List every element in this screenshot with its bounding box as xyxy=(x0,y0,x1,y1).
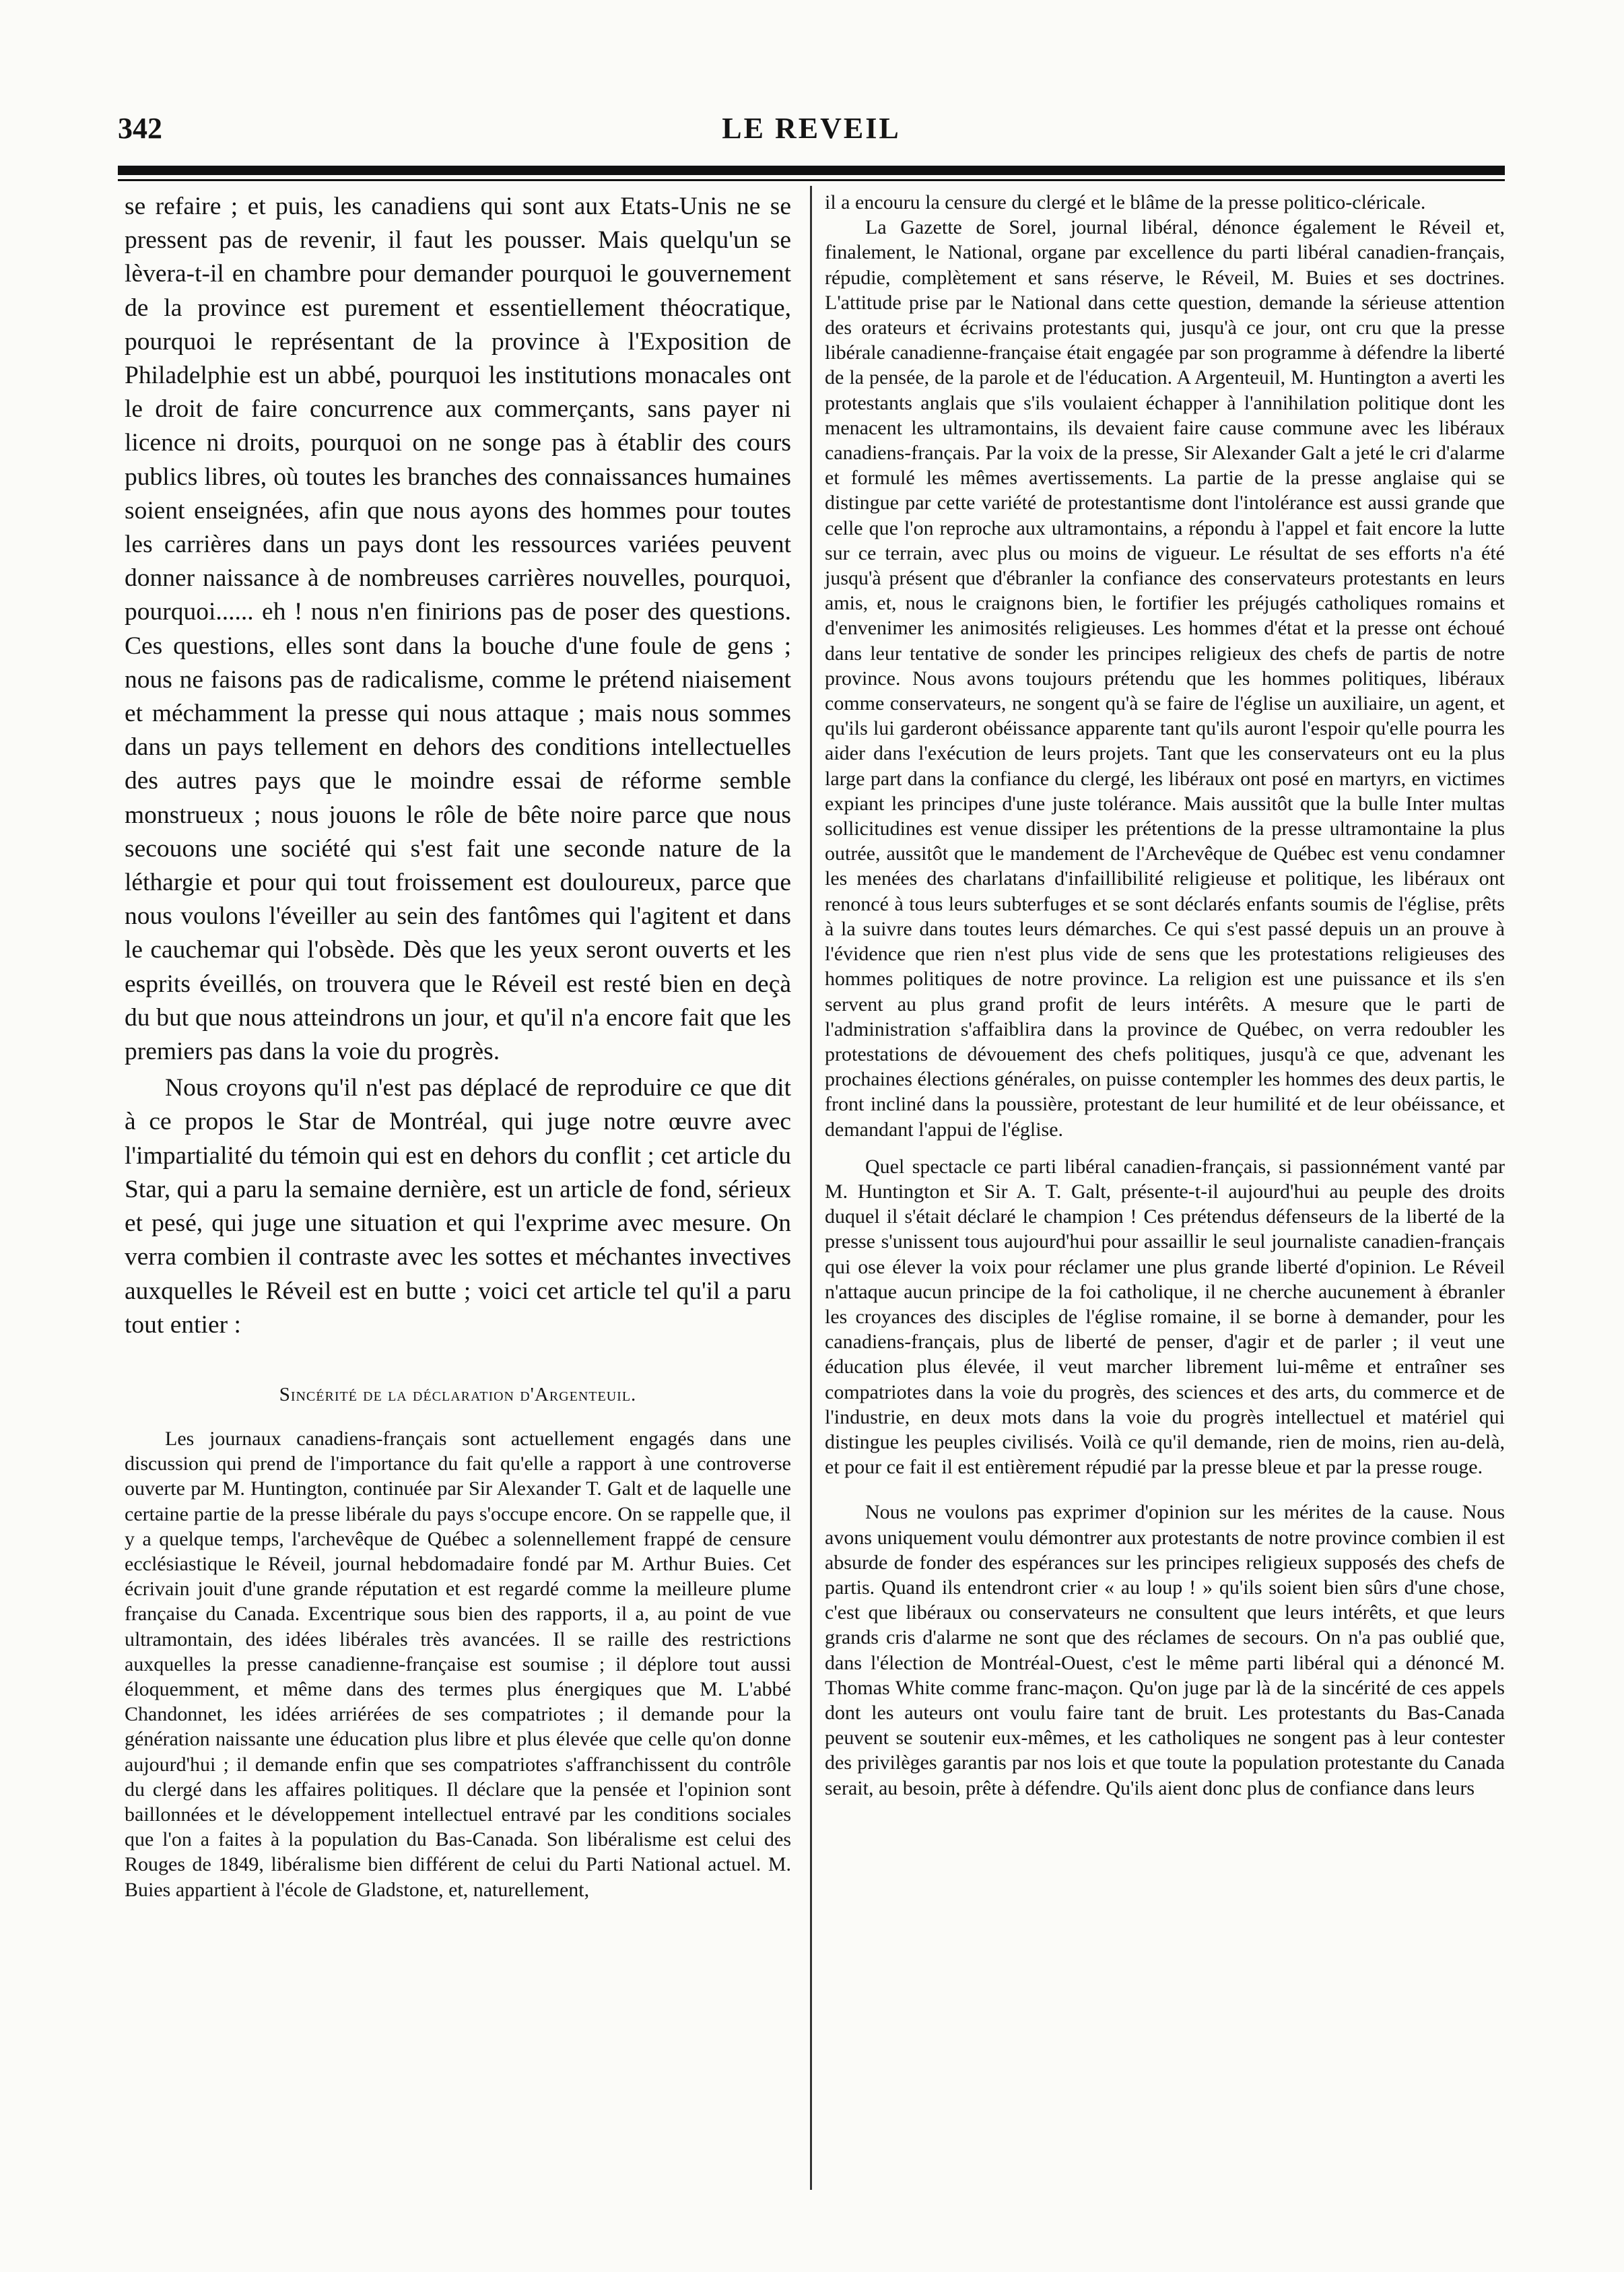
quoted-article-paragraph-5: Nous ne voulons pas exprimer d'opinion sur les mérites de la cause. Nous avons uniquement voulu démontrer aux protestants de notre province combien il est absurde de fonder des espérances sur les principes religieux supposés des chefs de partis. Quand ils entendront crier « au loup ! » qu'ils soient bien sûrs d'une chose, c'est que libéraux ou conservateurs ne consultent que leurs intérêts, et que leurs grands cris d'alarme ne sont que des réclames de secours. On n'a pas oublié que, dans l'élection de Montréal-Ouest, c'est le même parti libéral qui a dénoncé M. Thomas White comme franc-maçon. Qu'on juge par là de la sincérité de ces appels dont les auteurs ont voulu faire tant de bruit. Les protestants du Bas-Canada peuvent se soutenir eux-mêmes, et les catholiques ne songent pas à leur contester des privilèges garantis par nos lois et que toute la population protestante du Canada serait, au besoin, prête à défendre. Qu'ils aient donc plus de confiance dans leurs xyxy=(825,1501,1505,1799)
left-paragraph-1: se refaire ; et puis, les canadiens qui sont aux Etats-Unis ne se pressent pas de revenir, il faut les pousser. Mais quelqu'un se lèvera-t-il en chambre pour demander pourquoi le gouvernement de la province est purement et essentiellement théocratique, pourquoi le représentant de la province à l'Exposition de Philadelphie est un abbé, pourquoi les institutions monacales ont le droit de faire concurrence aux commerçants, sans payer ni licence ni droits, pourquoi on ne songe pas à établir des cours publics libres, où toutes les branches des connaissances humaines soient enseignées, afin que nous ayons des hommes pour toutes les carrières dans un pays dont les ressources variées peuvent donner naissance à de nombreuses carrières nouvelles, pourquoi, pourquoi...... eh ! nous n'en finirions pas de poser des questions. Ces questions, elles sont dans la bouche d'une foule de gens ; nous ne faisons pas de radicalisme, comme le prétend niaisement et méchamment la presse qui nous attaque ; mais nous sommes dans un pays tellement en dehors des conditions intellectuelles des autres pays que le moindre essai de réforme semble monstrueux ; nous jouons le rôle de bête noire parce que nous secouons une société qui s'est fait une seconde nature de la léthargie et pour qui tout froissement est douloureux, parce que nous voulons l'éveiller au sein des fantômes qui l'agitent et dans le cauchemar qui l'obsède. Dès que les yeux seront ouverts et les esprits éveillés, on trouvera que le Réveil est resté bien en deçà du but que nous atteindrons un jour, et qu'il n'a encore fait que les premiers pas dans la voie du progrès. xyxy=(125,193,791,1066)
header-rule-thin xyxy=(118,179,1505,181)
page-number: 342 xyxy=(118,112,162,145)
column-divider xyxy=(810,186,812,2190)
quoted-article-paragraph-4: Quel spectacle ce parti libéral canadien-français, si passionnément vanté par M. Huntington et Sir A. T. Galt, présente-t-il aujourd'hui au peuple des droits duquel il s'était déclaré le champion ! Ces prétendus défenseurs de la liberté de la presse s'unissent tous aujourd'hui pour assaillir le seul journaliste canadien-français qui ose élever la voix pour réclamer une plus grande liberté d'opinion. Le Réveil n'attaque aucun principe de la foi catholique, il ne cherche aucunement à ébranler les croyances des disciples de l'église romaine, il se borne à demander, pour les canadiens-français, plus de liberté de penser, d'agir et de parler ; il veut une éducation plus élevée, il veut marcher librement lui-même et entraîner ses compatriotes dans la voie du progrès, des sciences et des arts, du commerce et de l'industrie, en deux mots dans la voie du progrès intellectuel et matériel qui distingue les peuples civilisés. Voilà ce qu'il demande, rien de moins, rien au-delà, et pour ce fait il est entièrement répudié par la presse bleue et par la presse rouge. xyxy=(825,1155,1505,1479)
header-rule-thick xyxy=(118,166,1505,175)
journal-title: LE REVEIL xyxy=(722,112,901,145)
page-header xyxy=(118,111,1505,158)
right-column xyxy=(825,190,1505,1801)
quoted-article-paragraph-2: il a encouru la censure du clergé et le blâme de la presse politico-cléricale. xyxy=(825,191,1426,213)
left-paragraph-2: Nous croyons qu'il n'est pas déplacé de reproduire ce que dit à ce propos le Star de Montréal, qui juge notre œuvre avec l'impartialité du témoin qui est en dehors du conflit ; cet article du Star, qui a paru la semaine dernière, est un article de fond, sérieux et pesé, qui juge une situation et qui l'exprime avec mesure. On verra combien il contraste avec les sottes et méchantes invectives auxquelles le Réveil est en butte ; voici cet article tel qu'il a paru tout entier : xyxy=(125,1074,791,1339)
quoted-article-paragraph-3: La Gazette de Sorel, journal libéral, dénonce également le Réveil et, finalement, le National, organe par excellence du parti libéral canadien-français, répudie, complètement et sans réserve, le Réveil, M. Buies et ses doctrines. L'attitude prise par le National dans cette question, demande la sérieuse attention des orateurs et écrivains protestants qui, jusqu'à ce jour, ont cru que la presse libérale canadienne-française était engagée par son programme à défendre la liberté de la pensée, de la parole et de l'éducation. A Argenteuil, M. Huntington a averti les protestants anglais que s'ils voulaient échapper à l'annihilation politique dont les menacent les ultramontains, ils devaient faire cause commune avec les libéraux canadiens-français. Par la voix de la presse, Sir Alexander Galt a jeté le cri d'alarme et formulé les mêmes avertissements. La partie de la presse anglaise qui se distingue par cette variété de protestantisme dont l'intolérance est aussi grande que celle que l'on reproche aux ultramontains, a répondu à l'appel et fait encore la lutte sur ce terrain, avec plus ou moins de vigueur. Le résultat de ses efforts n'a été jusqu'à présent que d'ébranler la confiance des conservateurs protestants en leurs amis, et, nous le craignons bien, le fortifier les préjugés catholiques romains et d'envenimer les animosités religieuses. Les hommes d'état et la presse ont échoué dans leur tentative de sonder les principes religieux des chefs de partis de notre province. Nous avons toujours prétendu que les hommes politiques, libéraux comme conservateurs, ne songent qu'à se faire de l'église un auxiliaire, un agent, et qu'ils lui garderont obéissance apparente tant qu'ils auront l'espoir qu'elle pourra les aider dans l'exécution de leurs projets. Tant que les conservateurs ont eu la plus large part dans la confiance du clergé, les libéraux ont posé en martyrs, en victimes expiant les principes d'une juste tolérance. Mais aussitôt que la bulle Inter multas sollicitudines est venue dissiper les prétentions de la presse ultramontaine la plus outrée, aussitôt que le mandement de l'Archevêque de Québec est venu condamner les menées des charlatans d'infaillibilité religieuse et politique, les libéraux ont renoncé à tous leurs subterfuges et se sont déclarés enfants soumis de l'église, prêts à la suivre dans toutes leurs démarches. Ce qui s'est passé depuis un an prouve à l'évidence que rien n'est plus vide de sens que les protestations religieuses des hommes politiques de notre province. La religion est une puissance et ils s'en servent au plus grand profit de leurs intérêts. A mesure que le parti de l'administration s'affaiblira dans la province de Québec, on verra redoubler les protestations de dévouement des chefs politiques, jusqu'à ce que, advenant les prochaines élections générales, on puisse contempler les hommes des deux partis, le front incliné dans la poussière, protestant de leur humilité et de leur obéissance, et demandant l'appui de l'église. xyxy=(825,216,1505,1141)
left-column xyxy=(125,190,791,1902)
article-heading: Sincérité de la déclaration d'Argenteuil. xyxy=(279,1383,637,1405)
quoted-article-paragraph-1: Les journaux canadiens-français sont actuellement engagés dans une discussion qui prend de l'importance du fait qu'elle a rapport à une controverse ouverte par M. Huntington, continuée par Sir Alexander T. Galt et de laquelle une certaine partie de la presse libérale du pays s'occupe encore. On se rappelle que, il y a quelque temps, l'archevêque de Québec a solennellement frappé de censure ecclésiastique le Réveil, journal hebdomadaire fondé par M. Arthur Buies. Cet écrivain jouit d'une grande réputation et est regardé comme la meilleure plume française du Canada. Excentrique sous bien des rapports, il a, au point de vue ultramontain, des idées libérales très avancées. Il se raille des restrictions auxquelles la presse canadienne-française est soumise ; il déplore tout aussi éloquemment, et même dans des termes plus énergiques que M. L'abbé Chandonnet, les idées arriérées de ses compatriotes ; il demande pour la génération naissante une éducation plus libre et plus élevée que celle qu'on donne aujourd'hui ; il demande enfin que ses compatriotes s'affranchissent du contrôle du clergé dans les affaires politiques. Il déclare que la pensée et l'opinion sont baillonnées et le développement intellectuel entravé par les conditions sociales que l'on a faites à la population du Bas-Canada. Son libéralisme est celui des Rouges de 1849, libéralisme bien différent de celui du Parti National actuel. M. Buies appartient à l'école de Gladstone, et, naturellement, xyxy=(125,1427,791,1901)
